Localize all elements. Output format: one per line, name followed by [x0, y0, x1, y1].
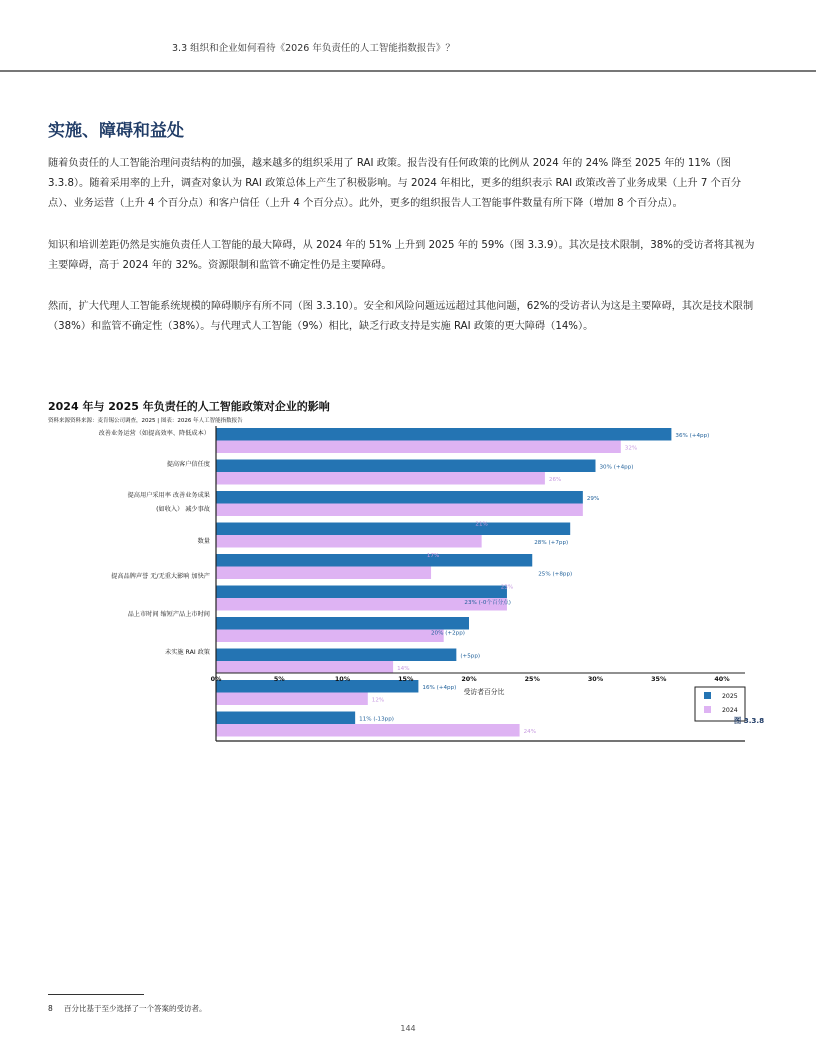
bar-2025-0 — [216, 428, 671, 441]
category-label-5: 提高品牌声誉 无/无重大影响 加快产 — [111, 573, 210, 580]
x-tick-label-0: 0% — [210, 675, 222, 683]
data-label-2025-8: 16% (+4pp) — [422, 685, 457, 691]
data-label-2025-7: (+5pp) — [460, 653, 481, 660]
footnote-divider — [48, 994, 144, 995]
bar-2024-4 — [216, 567, 431, 580]
category-label-7: 未实施 RAI 政策 — [165, 649, 210, 656]
data-label-2024-4: 17% — [426, 553, 440, 559]
bar-2025-7 — [216, 649, 456, 662]
data-label-2024-0: 32% — [624, 445, 638, 452]
figure-label: 图 3.3.8 — [734, 716, 765, 725]
bar-2024-0 — [216, 441, 621, 454]
paragraph-1: 随着负责任的人工智能治理问责结构的加强，越来越多的组织采用了 RAI 政策。报告没有任何政策的比例从 2024 年的 24% 降至 2025 年的 11%（图 3.3.8）。随着采用率的上升，调查对象认为 RAI 政策总体上产生了积极影响。与 2024 年相比，更多的组织表示 RAI 政策改善了业务成果（上升 7 个百分点）、业务运营（上升 4 个百分点）和客户信任（上升 4 个百分点）。此外，更多的组织报告人工智能事件数量有所下降（增加 8 个百分点）。 — [48, 158, 742, 209]
data-label-2025-1: 30% (+4pp) — [599, 464, 634, 471]
bar-2024-9 — [216, 724, 520, 737]
bar-2024-6 — [216, 630, 444, 643]
legend-label-2024: 2024 — [722, 707, 738, 714]
data-label-2024-5: 23% — [500, 584, 514, 591]
page-number: 144 — [400, 1024, 416, 1033]
data-label-2025-6: 20% (+2pp) — [431, 630, 465, 637]
chart-title: 2024 年与 2025 年负责任的人工智能政策对企业的影响 — [48, 400, 330, 413]
data-label-2024-8: 12% — [371, 697, 385, 704]
data-label-2025-2: 29% — [586, 496, 600, 502]
bar-2024-8 — [216, 693, 368, 706]
data-label-2025-4: 25% (+8pp) — [538, 571, 573, 578]
x-axis-title: 受访者百分比 — [463, 688, 505, 696]
legend-swatch-2024 — [704, 706, 711, 713]
paragraph-3: 然而，扩大代理人工智能系统规模的障碍顺序有所不同（图 3.3.10）。安全和风险问题远远超过其他问题，62%的受访者认为这是主要障碍，其次是技术限制（38%）和监管不确定性（38%）。与代理式人工智能（9%）相比，缺乏行政支持是实施 RAI 政策的更大障碍（14%）。 — [48, 301, 754, 332]
bar-2024-5 — [216, 598, 507, 611]
header-breadcrumb: 3.3 组织和企业如何看待《2026 年负责任的人工智能指数报告》？ — [172, 43, 455, 54]
data-label-2025-5: 23% (-0个百分点) — [464, 600, 511, 606]
data-label-2025-3: 28% (+7pp) — [534, 540, 569, 546]
category-label-0: 改善业务运营（如提高效率、降低成本） — [98, 430, 210, 437]
footnote — [48, 1003, 207, 1014]
x-tick-label-3: 15% — [398, 675, 414, 683]
x-tick-label-6: 30% — [587, 675, 604, 683]
category-label-1: 提高客户信任度 — [166, 461, 210, 468]
bar-2025-1 — [216, 460, 596, 473]
bar-2025-4 — [216, 554, 532, 567]
bar-2025-2 — [216, 491, 583, 504]
x-tick-label-7: 35% — [651, 675, 667, 683]
category-label-2: 提高用户采用率 改善业务成果 — [127, 492, 210, 499]
paragraph-2: 知识和培训差距仍然是实施负责任人工智能的最大障碍，从 2024 年的 51% 上升到 2025 年的 59%（图 3.3.9）。其次是技术限制，38%的受访者将其视为主要障碍，高于 2024 年的 32%。资源限制和监管不确定性仍是主要障碍。 — [48, 240, 755, 271]
bar-2025-8 — [216, 680, 418, 693]
legend-swatch-2025 — [704, 692, 711, 699]
category-label-3: (如收入） 减少事故 — [156, 506, 210, 513]
bar-2025-3 — [216, 523, 570, 536]
category-label-6: 品上市时间 缩短产品上市时间 — [127, 611, 210, 618]
category-label-4: 数量 — [197, 538, 210, 545]
legend-label-2025: 2025 — [722, 693, 738, 700]
bar-2025-9 — [216, 712, 355, 725]
data-label-2024-3: 21% — [475, 521, 488, 528]
x-tick-label-8: 40% — [714, 675, 730, 683]
x-tick-label-1: 5% — [273, 675, 285, 683]
footnote-text: 百分比基于至少选择了一个答案的受访者。 — [64, 1004, 207, 1013]
chart-source: 资料来源资料来源：麦肯锡公司调查，2025 | 图表：2026 年人工智能指数报告 — [48, 418, 243, 424]
x-tick-label-5: 25% — [524, 675, 540, 683]
data-label-2025-0: 36% (+4pp) — [675, 433, 710, 439]
x-tick-label-2: 10% — [334, 675, 351, 683]
data-label-2024-7: 14% — [397, 666, 410, 672]
data-label-2025-9: 11% (-13pp) — [359, 716, 394, 723]
bar-2024-1 — [216, 472, 545, 485]
bar-2024-7 — [216, 661, 393, 674]
x-tick-label-4: 20% — [461, 675, 477, 683]
footnote-number: 8 — [48, 1004, 53, 1013]
bar-2024-3 — [216, 535, 482, 548]
bar-2025-5 — [216, 586, 507, 599]
data-label-2024-9: 24% — [523, 729, 537, 735]
bar-2025-6 — [216, 617, 469, 630]
bar-2024-2 — [216, 504, 583, 517]
data-label-2024-1: 26% — [548, 477, 562, 483]
section-title: 实施、障碍和益处 — [48, 121, 184, 141]
